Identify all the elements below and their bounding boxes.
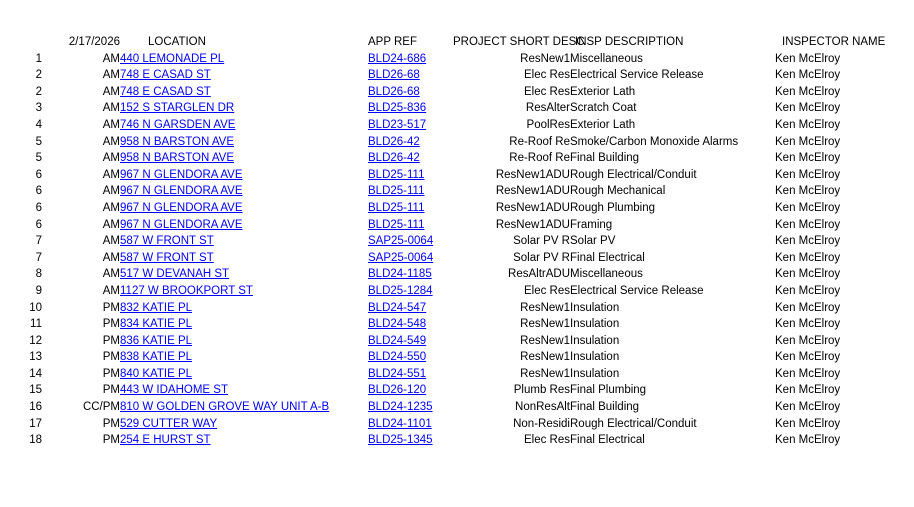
location-cell[interactable] (120, 117, 368, 134)
row-number-cell: 12 (29, 334, 42, 347)
inspector-name-cell: Ken McElroy (775, 401, 841, 414)
app-ref-cell-link[interactable]: BLD25-111 (368, 218, 425, 231)
insp-description-cell: Electrical Service Release (570, 69, 704, 82)
row-number-cell: 7 (35, 235, 42, 248)
app-ref-cell[interactable] (368, 366, 446, 383)
location-cell[interactable] (120, 416, 368, 433)
insp-description-cell: Solar PV (570, 235, 616, 248)
location-cell[interactable] (120, 51, 368, 68)
table-row (0, 366, 914, 383)
time-period-cell: AM (102, 251, 120, 264)
location-cell[interactable] (120, 250, 368, 267)
app-ref-cell[interactable] (368, 134, 446, 151)
project-short-desc-cell: ResNew1 (520, 301, 570, 314)
table-row (0, 217, 914, 234)
location-cell-link[interactable]: 832 KATIE PL (120, 301, 193, 314)
location-cell-link[interactable]: 810 W GOLDEN GROVE WAY UNIT A-B (120, 401, 330, 414)
location-cell[interactable] (120, 432, 368, 449)
app-ref-cell[interactable] (368, 432, 446, 449)
table-row (0, 432, 914, 449)
inspector-name-cell: Ken McElroy (775, 235, 841, 248)
location-cell[interactable] (120, 333, 368, 350)
project-short-desc-cell: ResNew1 (520, 351, 570, 364)
app-ref-cell[interactable] (368, 200, 446, 217)
insp-description-cell: Insulation (570, 351, 620, 364)
inspection-schedule-table (0, 34, 914, 449)
inspector-name-cell: Ken McElroy (775, 351, 841, 364)
insp-description-cell: Final Electrical (570, 251, 645, 264)
time-period-cell: AM (102, 168, 120, 181)
location-cell[interactable] (120, 167, 368, 184)
project-short-desc-cell: ResAltrADU (508, 268, 570, 281)
inspector-name-cell: Ken McElroy (775, 384, 841, 397)
app-ref-cell[interactable] (368, 100, 446, 117)
insp-description-cell: Insulation (570, 367, 620, 380)
row-number-cell: 6 (35, 185, 42, 198)
location-cell-link[interactable]: 443 W IDAHOME ST (120, 384, 228, 397)
location-cell-link[interactable]: 958 N BARSTON AVE (120, 135, 234, 148)
project-short-desc-cell: ResAlter (525, 102, 570, 115)
inspector-name-cell: Ken McElroy (775, 268, 841, 281)
time-period-cell: PM (102, 351, 120, 364)
project-short-desc-cell: ResNew1ADU (495, 168, 570, 181)
project-short-desc-cell: Solar PV R (513, 235, 570, 248)
app-ref-cell-link[interactable]: BLD24-548 (368, 318, 427, 331)
row-number-cell: 17 (29, 417, 42, 430)
time-period-cell: AM (102, 118, 120, 131)
location-cell[interactable] (120, 399, 368, 416)
table-row (0, 382, 914, 399)
location-cell-link[interactable]: 746 N GARSDEN AVE (120, 118, 236, 131)
header-date: 2/17/2026 (68, 36, 120, 48)
inspector-name-cell: Ken McElroy (775, 85, 841, 98)
location-cell-link[interactable]: 1127 W BROOKPORT ST (120, 284, 253, 297)
table-header-row (0, 34, 914, 51)
table-row (0, 266, 914, 283)
app-ref-cell-link[interactable]: BLD24-1235 (368, 401, 433, 414)
insp-description-cell: Rough Electrical/Conduit (570, 417, 697, 430)
table-row (0, 349, 914, 366)
insp-description-cell: Final Building (570, 401, 640, 414)
app-ref-cell[interactable] (368, 233, 446, 250)
table-row (0, 67, 914, 84)
app-ref-cell[interactable] (368, 399, 446, 416)
location-cell-link[interactable]: 967 N GLENDORA AVE (120, 168, 243, 181)
inspector-name-cell: Ken McElroy (775, 218, 841, 231)
project-short-desc-cell: Elec Res (523, 85, 570, 98)
time-period-cell: CC/PM (82, 401, 120, 414)
row-number-cell: 2 (35, 85, 42, 98)
app-ref-cell-link[interactable]: BLD24-547 (368, 301, 427, 314)
table-row (0, 333, 914, 350)
header-inspector-name: INSPECTOR NAME (782, 36, 886, 48)
app-ref-cell[interactable] (368, 382, 446, 399)
app-ref-cell-link[interactable]: BLD26-68 (368, 69, 420, 82)
location-cell[interactable] (120, 300, 368, 317)
location-cell[interactable] (120, 382, 368, 399)
header-row-number (0, 34, 42, 51)
project-short-desc-cell: Re-Roof Re (509, 152, 570, 165)
time-period-cell: PM (102, 434, 120, 447)
time-period-cell: AM (102, 284, 120, 297)
location-cell-link[interactable]: 517 W DEVANAH ST (120, 268, 230, 281)
app-ref-cell[interactable] (368, 183, 446, 200)
time-period-cell: PM (102, 367, 120, 380)
inspector-name-cell: Ken McElroy (775, 135, 841, 148)
row-number-cell: 5 (35, 152, 42, 165)
row-number-cell: 16 (29, 401, 42, 414)
time-period-cell: PM (102, 384, 120, 397)
app-ref-cell[interactable] (368, 217, 446, 234)
table-body (0, 34, 914, 449)
insp-description-cell: Rough Plumbing (570, 201, 656, 214)
project-short-desc-cell: ResNew1ADU (495, 201, 570, 214)
time-period-cell: AM (102, 235, 120, 248)
app-ref-cell-link[interactable]: BLD25-1284 (368, 284, 433, 297)
time-period-cell: AM (102, 85, 120, 98)
app-ref-cell-link[interactable]: BLD23-517 (368, 118, 427, 131)
row-number-cell: 13 (29, 351, 42, 364)
table-row (0, 283, 914, 300)
app-ref-cell[interactable] (368, 283, 446, 300)
table-row (0, 84, 914, 101)
app-ref-cell-link[interactable]: BLD25-111 (368, 168, 425, 181)
location-cell-link[interactable]: 254 E HURST ST (120, 434, 211, 447)
inspector-name-cell: Ken McElroy (775, 118, 841, 131)
app-ref-cell-link[interactable]: BLD26-42 (368, 135, 420, 148)
table-row (0, 183, 914, 200)
app-ref-cell-link[interactable]: BLD24-686 (368, 52, 427, 65)
insp-description-cell: Smoke/Carbon Monoxide Alarms (570, 135, 739, 148)
project-short-desc-cell: NonResAlt (515, 401, 570, 414)
inspector-name-cell: Ken McElroy (775, 168, 841, 181)
location-cell-link[interactable]: 834 KATIE PL (120, 318, 193, 331)
app-ref-cell[interactable] (368, 349, 446, 366)
project-short-desc-cell: Non-Residi (513, 417, 570, 430)
time-period-cell: AM (102, 152, 120, 165)
location-cell-link[interactable]: 587 W FRONT ST (120, 235, 214, 248)
inspector-name-cell: Ken McElroy (775, 434, 841, 447)
insp-description-cell: Final Electrical (570, 434, 645, 447)
time-period-cell: AM (102, 102, 120, 115)
app-ref-cell[interactable] (368, 51, 446, 68)
table-row (0, 300, 914, 317)
location-cell[interactable] (120, 217, 368, 234)
location-cell-link[interactable]: 587 W FRONT ST (120, 251, 214, 264)
app-ref-cell-link[interactable]: BLD24-1185 (368, 268, 432, 281)
app-ref-cell-link[interactable]: BLD26-68 (368, 85, 420, 98)
row-number-cell: 9 (35, 284, 42, 297)
row-number-cell: 6 (35, 218, 42, 231)
project-short-desc-cell: ResNew1ADU (495, 185, 570, 198)
row-number-cell: 4 (35, 118, 42, 131)
location-cell-link[interactable]: 529 CUTTER WAY (120, 417, 218, 430)
row-number-cell: 15 (29, 384, 42, 397)
app-ref-cell-link[interactable]: BLD24-550 (368, 351, 427, 364)
location-cell[interactable] (120, 134, 368, 151)
location-cell[interactable] (120, 283, 368, 300)
app-ref-cell[interactable] (368, 300, 446, 317)
app-ref-cell[interactable] (368, 333, 446, 350)
table-row (0, 117, 914, 134)
time-period-cell: AM (102, 201, 120, 214)
location-cell-link[interactable]: 836 KATIE PL (120, 334, 193, 347)
insp-description-cell: Miscellaneous (570, 52, 643, 65)
project-short-desc-cell: Plumb Res (513, 384, 570, 397)
location-cell-link[interactable]: 967 N GLENDORA AVE (120, 218, 243, 231)
inspector-name-cell: Ken McElroy (775, 201, 841, 214)
table-row (0, 233, 914, 250)
row-number-cell: 11 (30, 318, 42, 331)
location-cell-link[interactable]: 967 N GLENDORA AVE (120, 185, 243, 198)
project-short-desc-cell: Re-Roof Re (509, 135, 570, 148)
header-insp-description: INSP DESCRIPTION (575, 36, 684, 48)
table-row (0, 200, 914, 217)
row-number-cell: 6 (35, 168, 42, 181)
app-ref-cell[interactable] (368, 84, 446, 101)
project-short-desc-cell: ResNew1 (520, 367, 570, 380)
app-ref-cell-link[interactable]: BLD24-1101 (368, 417, 432, 430)
project-short-desc-cell: Elec Res (523, 434, 570, 447)
location-cell-link[interactable]: 152 S STARGLEN DR (120, 102, 235, 115)
app-ref-cell-link[interactable]: SAP25-0064 (368, 235, 434, 248)
row-number-cell: 14 (29, 367, 42, 380)
insp-description-cell: Miscellaneous (570, 268, 643, 281)
inspector-name-cell: Ken McElroy (775, 152, 841, 165)
time-period-cell: PM (102, 417, 120, 430)
project-short-desc-cell: ResNew1 (520, 334, 570, 347)
location-cell[interactable] (120, 183, 368, 200)
location-cell-link[interactable]: 748 E CASAD ST (120, 69, 211, 82)
project-short-desc-cell: Elec Res (523, 284, 570, 297)
insp-description-cell: Exterior Lath (570, 85, 636, 98)
row-number-cell: 10 (29, 301, 42, 314)
app-ref-cell-link[interactable]: BLD26-120 (368, 384, 427, 397)
table-row (0, 316, 914, 333)
location-cell[interactable] (120, 366, 368, 383)
app-ref-cell-link[interactable]: BLD24-551 (368, 367, 427, 380)
insp-description-cell: Rough Electrical/Conduit (570, 168, 697, 181)
app-ref-cell-link[interactable]: BLD24-549 (368, 334, 427, 347)
inspector-name-cell: Ken McElroy (775, 301, 841, 314)
table-row (0, 399, 914, 416)
time-period-cell: AM (102, 185, 120, 198)
app-ref-cell-link[interactable]: BLD25-111 (368, 201, 425, 214)
row-number-cell: 8 (35, 268, 42, 281)
inspector-name-cell: Ken McElroy (775, 367, 841, 380)
location-cell-link[interactable]: 838 KATIE PL (120, 351, 193, 364)
insp-description-cell: Final Building (570, 152, 640, 165)
inspector-name-cell: Ken McElroy (775, 185, 841, 198)
inspector-name-cell: Ken McElroy (775, 102, 841, 115)
insp-description-cell: Insulation (570, 318, 620, 331)
app-ref-cell[interactable] (368, 250, 446, 267)
insp-description-cell: Final Plumbing (570, 384, 647, 397)
project-short-desc-cell: ResNew1 (520, 52, 570, 65)
location-cell-link[interactable]: 748 E CASAD ST (120, 85, 211, 98)
inspector-name-cell: Ken McElroy (775, 318, 841, 331)
time-period-cell: AM (102, 52, 120, 65)
app-ref-cell[interactable] (368, 167, 446, 184)
insp-description-cell: Exterior Lath (570, 118, 636, 131)
location-cell[interactable] (120, 67, 368, 84)
table-row (0, 134, 914, 151)
insp-description-cell: Insulation (570, 301, 620, 314)
app-ref-cell[interactable] (368, 150, 446, 167)
table-row (0, 150, 914, 167)
inspector-name-cell: Ken McElroy (775, 417, 841, 430)
header-app-ref: APP REF (368, 36, 417, 48)
row-number-cell: 6 (35, 201, 42, 214)
app-ref-cell-link[interactable]: SAP25-0064 (368, 251, 434, 264)
insp-description-cell: Insulation (570, 334, 620, 347)
app-ref-cell[interactable] (368, 67, 446, 84)
app-ref-cell-link[interactable]: BLD25-111 (368, 185, 425, 198)
app-ref-cell[interactable] (368, 416, 446, 433)
location-cell[interactable] (120, 316, 368, 333)
table-row (0, 51, 914, 68)
insp-description-cell: Rough Mechanical (570, 185, 666, 198)
insp-description-cell: Scratch Coat (570, 102, 637, 115)
project-short-desc-cell: Solar PV R (513, 251, 570, 264)
time-period-cell: AM (102, 268, 120, 281)
location-cell[interactable] (120, 266, 368, 283)
inspector-name-cell: Ken McElroy (775, 284, 841, 297)
location-cell-link[interactable]: 958 N BARSTON AVE (120, 152, 234, 165)
time-period-cell: AM (102, 69, 120, 82)
project-short-desc-cell: ResNew1 (520, 318, 570, 331)
project-short-desc-cell: PoolRes (526, 118, 570, 131)
app-ref-cell[interactable] (368, 266, 446, 283)
time-period-cell: PM (102, 318, 120, 331)
inspector-name-cell: Ken McElroy (775, 52, 841, 65)
location-cell[interactable] (120, 200, 368, 217)
row-number-cell: 7 (35, 251, 42, 264)
time-period-cell: AM (102, 135, 120, 148)
inspector-name-cell: Ken McElroy (775, 69, 841, 82)
time-period-cell: PM (102, 301, 120, 314)
app-ref-cell-link[interactable]: BLD25-836 (368, 102, 427, 115)
project-short-desc-cell: ResNew1ADU (495, 218, 570, 231)
location-cell[interactable] (120, 233, 368, 250)
table-row (0, 250, 914, 267)
row-number-cell: 1 (35, 52, 42, 65)
location-cell[interactable] (120, 349, 368, 366)
time-period-cell: AM (102, 218, 120, 231)
time-period-cell: PM (102, 334, 120, 347)
app-ref-cell[interactable] (368, 316, 446, 333)
insp-description-cell: Electrical Service Release (570, 284, 704, 297)
header-location: LOCATION (148, 36, 206, 48)
location-cell-link[interactable]: 840 KATIE PL (120, 367, 193, 380)
location-cell-link[interactable]: 967 N GLENDORA AVE (120, 201, 243, 214)
row-number-cell: 2 (35, 69, 42, 82)
table-row (0, 100, 914, 117)
location-cell[interactable] (120, 150, 368, 167)
app-ref-cell-link[interactable]: BLD26-42 (368, 152, 420, 165)
project-short-desc-cell: Elec Res (523, 69, 570, 82)
table-row (0, 167, 914, 184)
insp-description-cell: Framing (570, 218, 613, 231)
inspector-name-cell: Ken McElroy (775, 251, 841, 264)
location-cell[interactable] (120, 84, 368, 101)
inspector-name-cell: Ken McElroy (775, 334, 841, 347)
location-cell-link[interactable]: 440 LEMONADE PL (120, 52, 225, 65)
app-ref-cell-link[interactable]: BLD25-1345 (368, 434, 433, 447)
row-number-cell: 18 (29, 434, 42, 447)
row-number-cell: 3 (35, 102, 42, 115)
app-ref-cell[interactable] (368, 117, 446, 134)
header-project-short-desc: PROJECT SHORT DESC (453, 36, 585, 48)
row-number-cell: 5 (35, 135, 42, 148)
table-row (0, 416, 914, 433)
location-cell[interactable] (120, 100, 368, 117)
